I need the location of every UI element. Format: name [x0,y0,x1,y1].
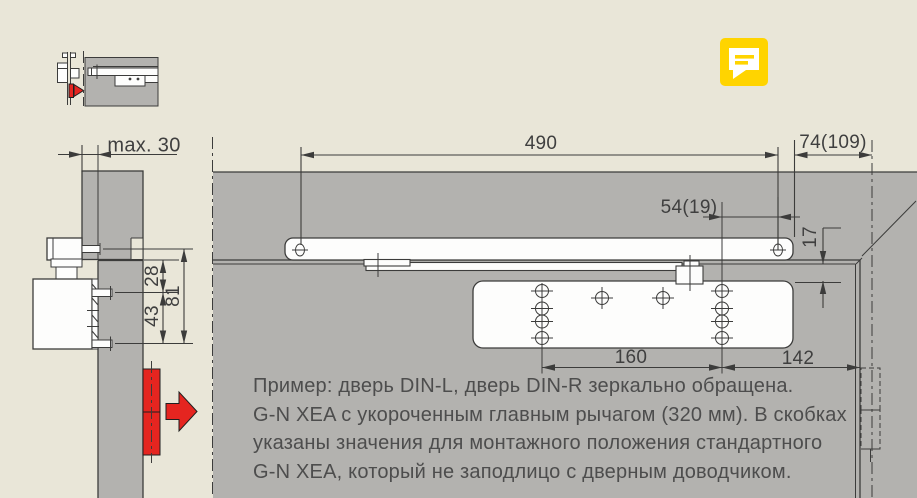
slide-rail [285,238,793,260]
dim-rail-axis-to-arm: 28 [142,265,163,287]
note-line-3: указаны значения для монтажного положения стандартного [253,432,823,454]
mini-hinge-arrow-icon [69,84,84,98]
hinge-highlight [143,361,160,463]
dim-door-edge-to-body: 17 [800,226,821,248]
dim-body-screw-spacing: 160 [614,347,648,368]
comment-button[interactable] [720,38,768,86]
note-line-1: Пример: дверь DIN-L, дверь DIN-R зеркально обращена. [253,375,794,397]
dim-overall-axis-height: 81 [163,285,184,307]
dim-reveal-max: max. 30 [107,134,181,157]
dim-body-to-door-edge: 142 [781,348,815,369]
dim-rail-length: 490 [524,133,558,154]
closer-body [473,281,793,348]
comment-icon [720,38,768,86]
hinge-direction-arrow-icon [166,392,197,431]
dim-screw-to-rail-end: 54(19) [660,197,718,218]
dim-rail-to-hinge: 74(109) [799,132,867,153]
side-view [33,145,197,498]
closer-body-side [33,279,92,349]
example-note [253,372,847,486]
slide-rail-side [47,238,82,260]
note-line-4: G-N XEA, который не заподлицо с дверным доводчиком. [253,460,792,483]
mini-overview-drawing [58,51,159,106]
dim-arm-to-body-axis: 43 [142,305,163,327]
note-line-2: G-N XEA с укороченным главным рычагом (320 мм). В скобках [253,403,847,426]
